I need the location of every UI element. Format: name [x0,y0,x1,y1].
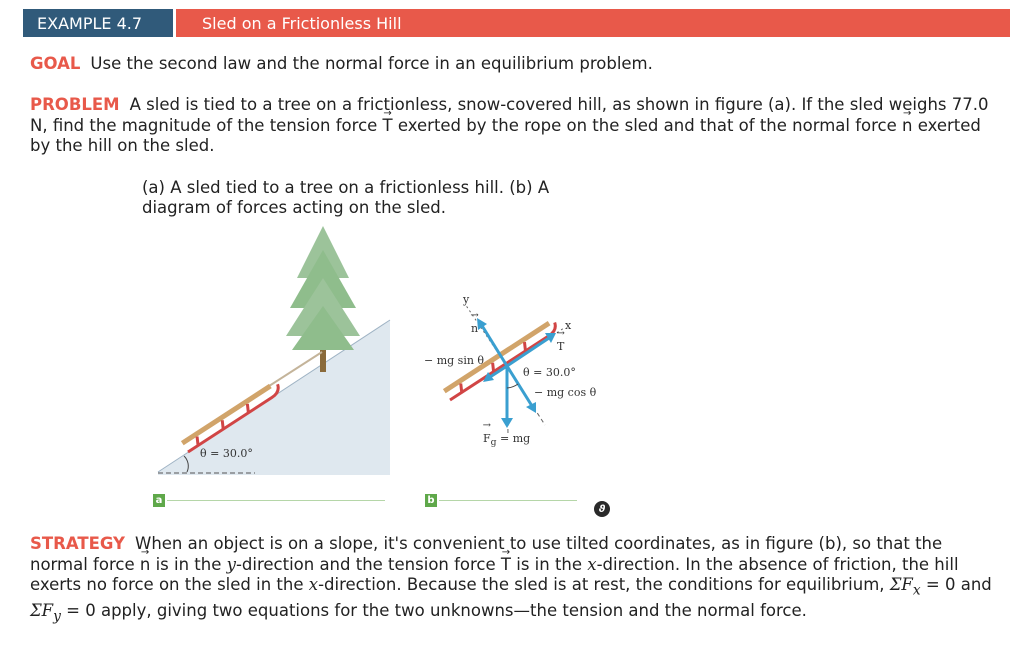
figure-caption: (a) A sled tied to a tree on a frictionless hill. (b) A diagram of forces acting on the sled. [142,178,550,217]
gravity-label-symbol: → F [483,432,491,445]
mg-cos-label: − mg cos θ [534,386,597,399]
goal-text: Use the second law and the normal force in an equilibrium problem. [90,54,653,73]
goal-keyword: GOAL [30,54,81,73]
problem-text-2: exerted by the rope on the sled and that of the normal force [392,115,903,135]
equation-text-1: = 0 and [920,575,992,594]
strategy-text-6: -direction. Because the sled is at rest, the conditions for equilibrium, [318,575,890,594]
x-variable: x [587,554,597,574]
figure [140,220,620,520]
normal-force-label: → n [471,322,478,335]
angle-arc-b [507,384,518,388]
normal-vector-symbol-2: → n [140,555,150,576]
strategy-text-4: is in the [511,554,588,574]
strategy-keyword: STRATEGY [30,534,125,553]
strategy-text-1: When an object is on a slope, it's convenient to use tilted coordinates, as in figure (b), so that the normal force [30,534,943,574]
gravity-arrowhead [501,418,513,428]
panel-b-rule [439,500,577,501]
tension-vector-symbol: → T [383,116,393,137]
sum-fx-subscript: x [912,582,921,599]
strategy-paragraph [30,534,1005,627]
sum-fy: ΣF [30,600,54,620]
sum-fy-subscript: y [53,608,61,625]
panel-a-rule [167,500,385,501]
y-axis-label: y [463,293,470,306]
sum-fx: ΣF [889,575,913,594]
x-axis-label: x [565,319,572,332]
example-header [23,9,1010,37]
tension-label: → T [557,340,564,353]
tension-vector-symbol-2: → T [501,555,511,576]
problem-keyword: PROBLEM [30,95,120,114]
tension-arrow [507,338,549,366]
example-number: EXAMPLE 4.7 [23,9,173,37]
problem-text-3: exerted by the hill on the sled. [30,115,981,155]
strategy-text-3: -direction and the tension force [235,554,501,574]
equation-text-2: = 0 apply, giving two equations for the two unknowns—the tension and the normal force. [60,600,807,620]
panel-b-badge: b [425,494,437,507]
angle-label-a: θ = 30.0° [200,447,253,460]
angle-label-b: θ = 30.0° [523,366,576,379]
panel-a-badge: a [153,494,165,507]
problem-paragraph [30,95,990,157]
goal-paragraph [30,54,990,75]
y-variable: y [226,554,236,574]
gravity-label-subscript: g [490,437,497,449]
example-title: Sled on a Frictionless Hill [176,9,1010,37]
normal-vector-symbol: → n [902,116,912,137]
x-variable-2: x [308,575,319,594]
strategy-text-5: -direction. In the absence of friction, the hill exerts no force on the sled in the [30,554,959,594]
strategy-text-2: is in the [150,554,227,574]
gravity-label [483,432,530,448]
feedback-icon[interactable]: ϑ [594,501,610,517]
mg-sin-label: − mg sin θ [424,354,485,367]
gravity-label-equation: = mg [496,432,531,445]
problem-text-1: A sled is tied to a tree on a frictionless, snow-covered hill, as shown in figure (a). If the sled weighs 77.0 N, find the magnitude of the tension force [30,95,989,135]
